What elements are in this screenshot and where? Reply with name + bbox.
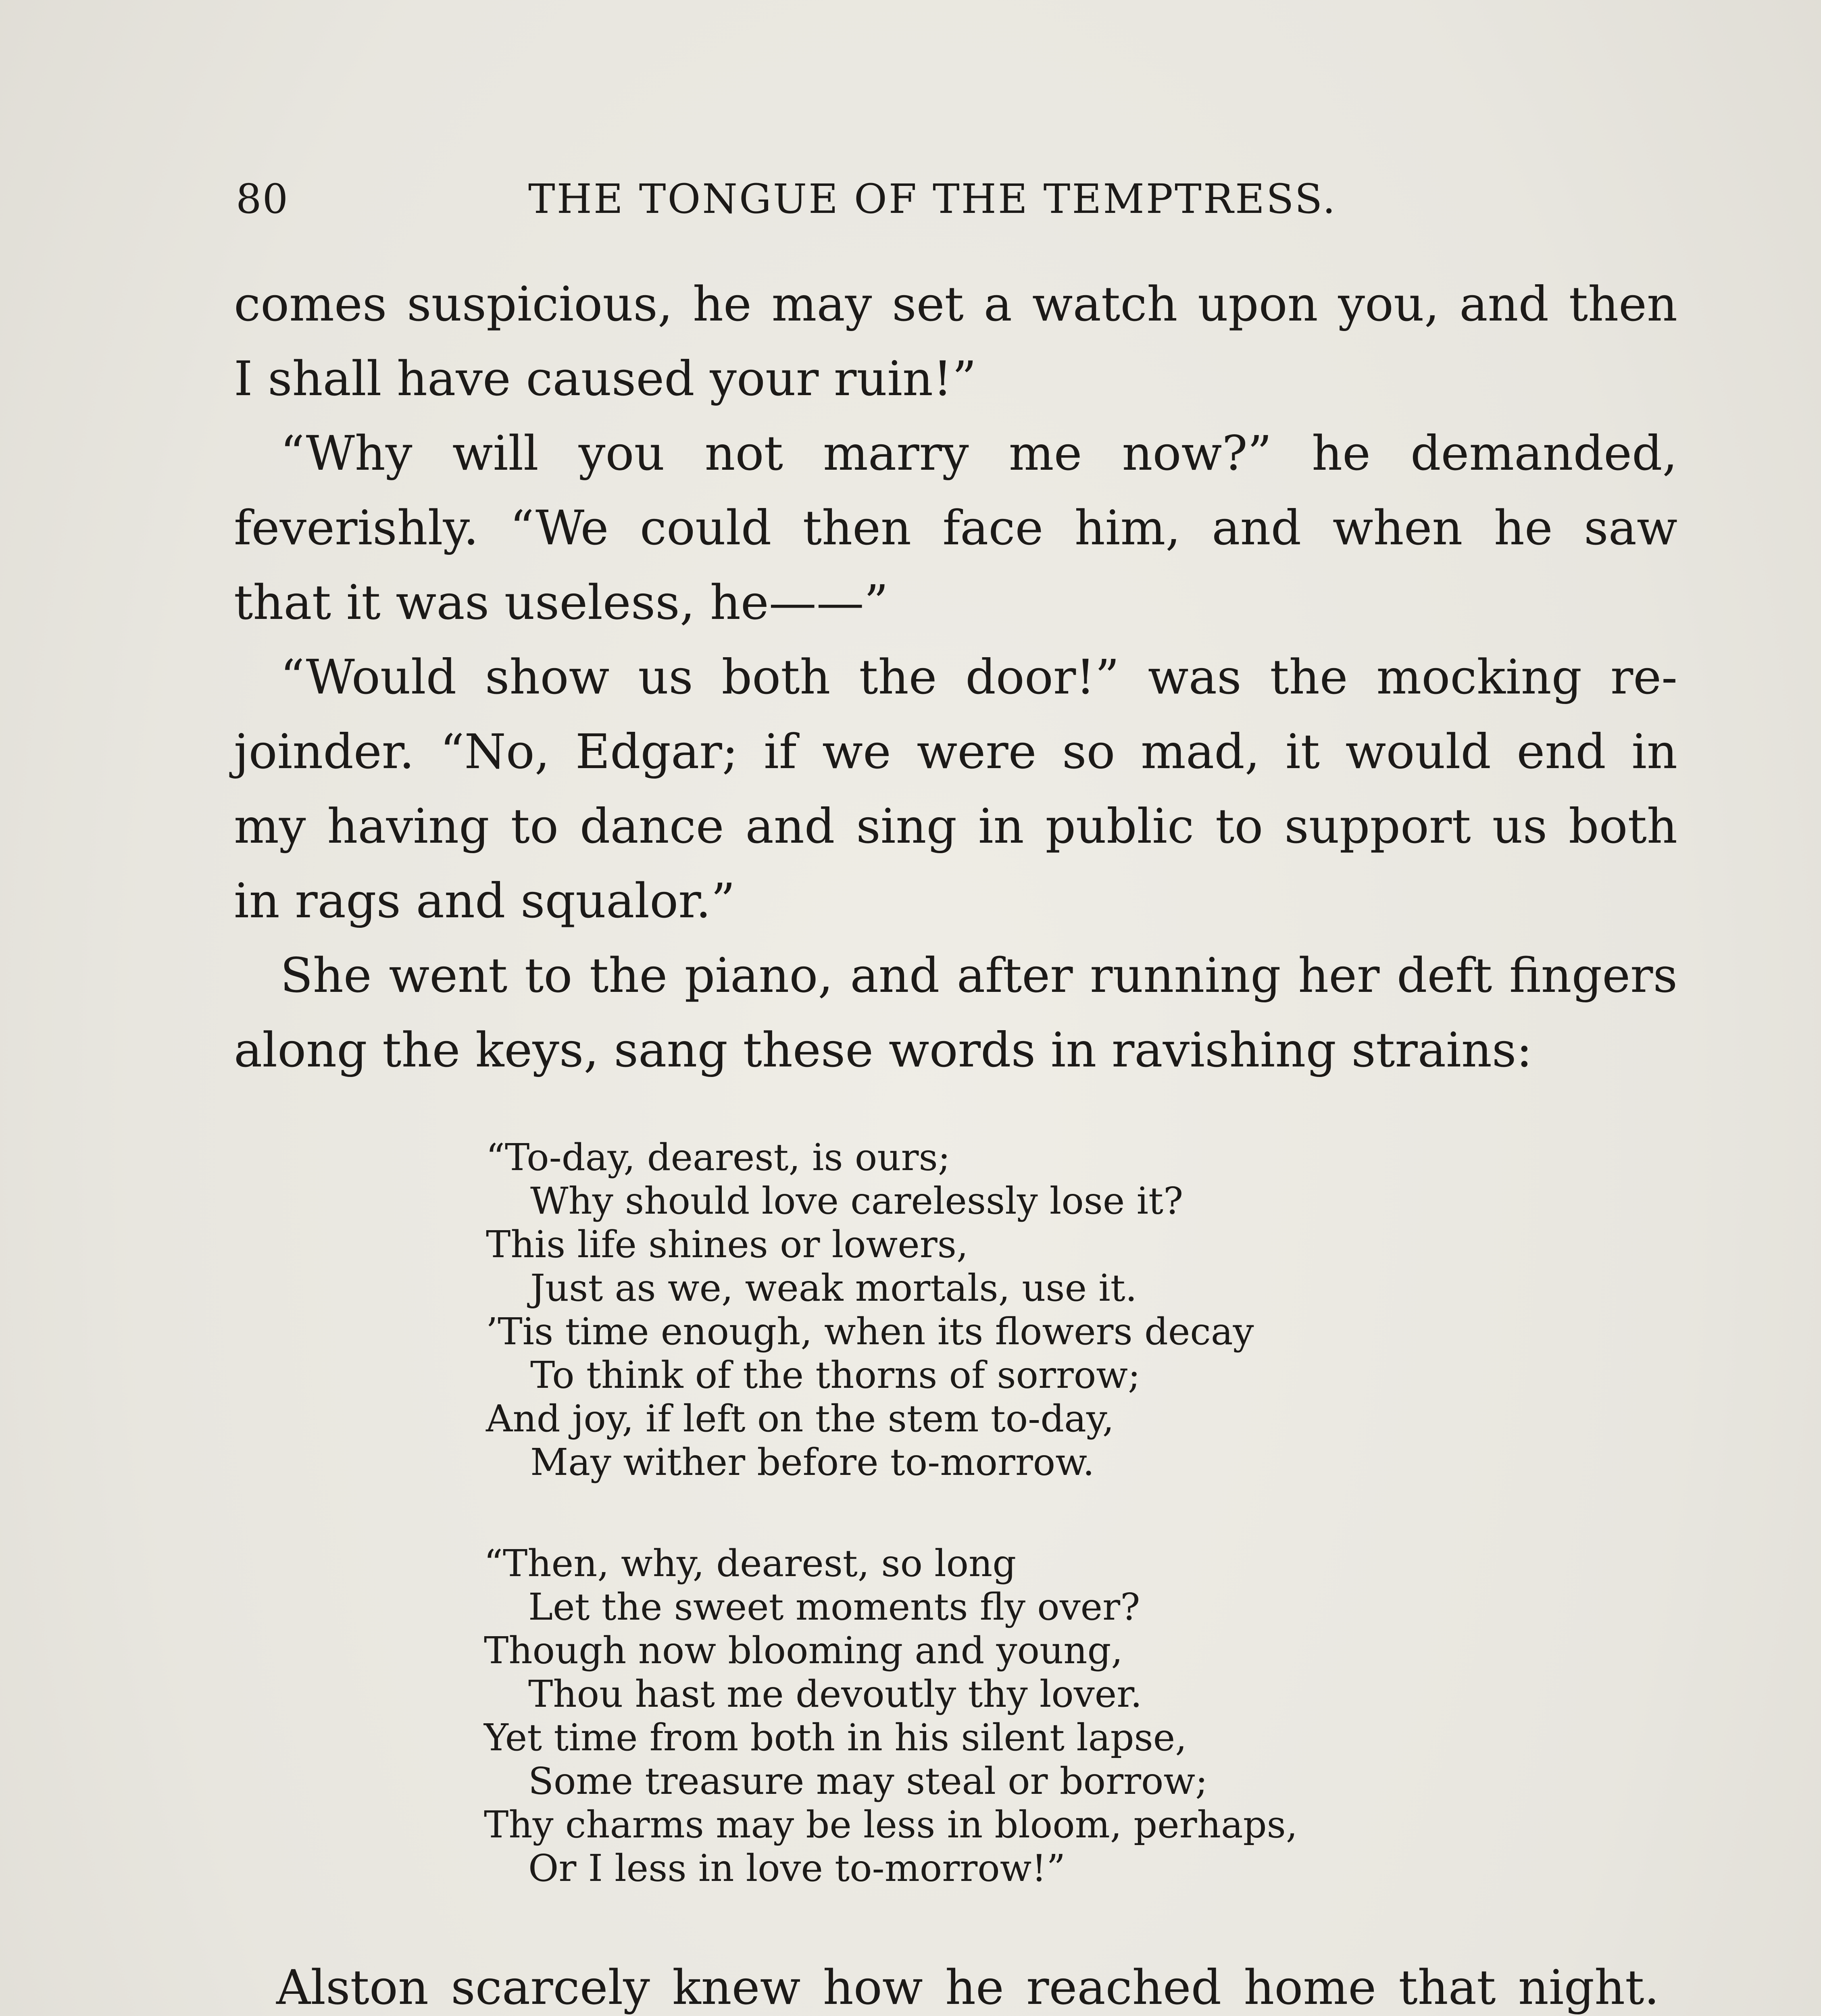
prose-line: I shall have caused your ruin!” <box>234 351 977 406</box>
prose-line: comes suspicious, he may set a watch upon you, and then <box>234 276 1677 332</box>
poem-line: May wither before to-morrow. <box>530 1441 1095 1484</box>
poem-line: Or I less in love to-morrow!” <box>528 1847 1066 1890</box>
poem-line: ’Tis time enough, when its flowers decay <box>486 1310 1254 1353</box>
poem-line: Why should love carelessly lose it? <box>530 1179 1183 1223</box>
running-head: THE TONGUE OF THE TEMPTRESS. <box>528 175 1337 223</box>
poem-line: “To-day, dearest, is ours; <box>486 1136 950 1179</box>
poem-line: Thou hast me devoutly thy lover. <box>528 1672 1142 1716</box>
prose-line: “Would show us both the door!” was the mocking re- <box>280 649 1677 705</box>
prose-line: that it was useless, he——” <box>234 575 889 630</box>
page-header <box>236 175 1446 228</box>
poem-line: Let the sweet moments fly over? <box>528 1585 1140 1629</box>
prose-line: in rags and squalor.” <box>234 873 735 929</box>
prose-line: “Why will you not marry me now?” he demanded, <box>280 425 1677 481</box>
poem-line: This life shines or lowers, <box>486 1223 969 1266</box>
prose-line: along the keys, sang these words in ravishing strains: <box>234 1022 1533 1078</box>
poem-line: Some treasure may steal or borrow; <box>528 1760 1208 1803</box>
poem-line: Thy charms may be less in bloom, perhaps, <box>484 1803 1298 1846</box>
prose-line: joinder. “No, Edgar; if we were so mad, it would end in <box>234 724 1677 779</box>
poem-line: “Then, why, dearest, so long <box>484 1542 1017 1585</box>
poem-line: Yet time from both in his silent lapse, <box>484 1716 1187 1759</box>
poem-line: Just as we, weak mortals, use it. <box>530 1266 1137 1310</box>
page-number: 80 <box>236 175 289 223</box>
prose-line: Alston scarcely knew how he reached home that night. <box>276 1960 1659 2015</box>
prose-line: She went to the piano, and after running her deft fingers <box>280 948 1677 1003</box>
poem-line: And joy, if left on the stem to-day, <box>486 1397 1114 1440</box>
poem-line: To think of the thorns of sorrow; <box>530 1354 1141 1397</box>
prose-line: my having to dance and sing in public to support us both <box>234 798 1677 854</box>
poem-line: Though now blooming and young, <box>484 1629 1123 1672</box>
prose-line: feverishly. “We could then face him, and when he saw <box>234 500 1677 556</box>
